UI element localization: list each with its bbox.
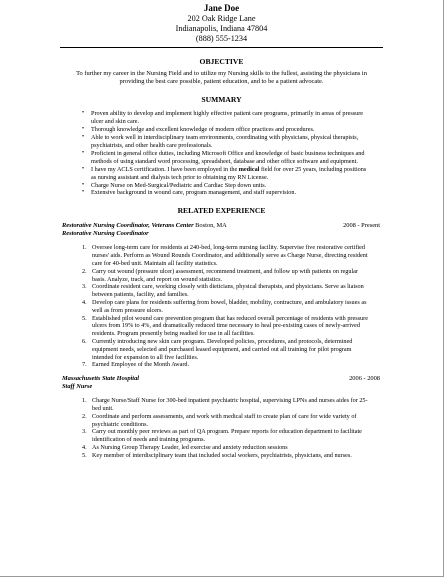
summary-item [82, 110, 368, 126]
bullet-icon: • [82, 189, 85, 196]
duty-number: 5. [82, 314, 87, 322]
duty-text: As Nursing Group Therapy Leader, led exercise and anxiety reduction sessions [92, 443, 288, 451]
duty-text: Develop care plans for residents suffering from bowel, bladder, mobility, contracture, and ambulatory issues as well as from pressure ulcers. [92, 298, 367, 314]
summary-item [82, 134, 368, 150]
job-header-row [62, 375, 380, 383]
job-position: Restorative Nursing Coordinator [62, 230, 149, 238]
duty-item [82, 244, 372, 267]
summary-text: Extensive background in wound care, program management, and staff supervision. [91, 189, 297, 197]
duty-number: 2. [82, 412, 87, 420]
summary-item [82, 189, 368, 197]
duty-text: Oversee long-term care for residents at 240-bed, long-term nursing facility. Supervise five restorative certified nurses' aids. Perform as Wound Rounds Coordinator, and additionally serve as Charge Nurse, directing resident care for 40-bed unit. Maintain all facility statistics. [92, 244, 368, 267]
duty-item [82, 444, 372, 452]
duty-text: Established pilot wound care prevention program that has reduced overall percentage of residents with pressure ulcers from 19% to 4%, and dramatically reduced time necessary to heal pre-existing cases of newly-arrived residents. Program presently being readied for use in all facilities. [92, 314, 368, 338]
phone-number: (888) 555-1234 [195, 34, 248, 43]
summary-text: Proven ability to develop and implement highly effective patient care programs, primarily in areas of pressure ulcer and skin care. [91, 110, 364, 126]
job-location: Boston, MA [193, 222, 227, 230]
duty-number: 1. [82, 397, 87, 405]
duty-item [82, 397, 372, 413]
duty-item [82, 361, 372, 369]
job-employer: Restorative Nursing Coordinator, Veterans Center [62, 222, 194, 230]
duty-item [82, 299, 372, 315]
street-address: 202 Oak Ridge Lane [187, 14, 256, 23]
duty-number: 4. [82, 298, 87, 306]
bullet-icon: • [82, 149, 85, 156]
job-header-row [62, 222, 380, 230]
job-entry [62, 375, 380, 459]
summary-text: Able to work well in interdisciplinary team environments, coordinating with physicians, physical therapists, psychiatrists, and other health care professionals. [91, 134, 359, 150]
bullet-icon: • [82, 110, 85, 117]
duty-text: Carry out wound (pressure ulcer) assessment, recommend treatment, and follow up with patients on regular basis. Analyze, track, and report on wound statistics. [92, 267, 358, 283]
job-duties [62, 244, 372, 369]
duty-text: Earned Employee of the Month Award. [92, 361, 190, 369]
job-heading [62, 375, 139, 383]
applicant-name: Jane Doe [203, 3, 240, 13]
job-duties [62, 397, 372, 459]
duty-item [82, 315, 372, 338]
summary-list [0, 110, 368, 197]
duty-number: 3. [82, 283, 87, 291]
bullet-icon: • [82, 126, 85, 133]
summary-text: I have my ACLS certification. I have been employed in the [91, 165, 239, 173]
summary-emphasis: medical [238, 165, 260, 173]
job-heading [62, 222, 227, 230]
job-dates: 2008 - Present [343, 222, 380, 230]
summary-item [82, 166, 368, 182]
bullet-icon: • [82, 134, 85, 141]
duty-number: 7. [82, 361, 87, 369]
summary-text-continued: field for over 25 years, including positions as nursing assistant and dialysis tech prior to obtaining my RN License. [91, 165, 367, 181]
duty-number: 1. [82, 244, 87, 252]
duty-text: Carry out monthly peer reviews as part of QA program. Prepare reports for education department to facilitate identification of needs and training programs. [92, 428, 362, 444]
duty-item [82, 452, 372, 460]
duty-text: Coordinate and perform assessments, and work with medical staff to create plan of care for wide variety of psychiatric conditions. [92, 412, 357, 428]
duty-number: 2. [82, 267, 87, 275]
summary-item [82, 150, 368, 166]
summary-text: Proficient in general office duties, including Microsoft Office and knowledge of basic business techniques and methods of using standard word processing, spreadsheet, database and other office software and equipment. [91, 149, 365, 165]
job-entry [62, 222, 380, 369]
job-dates: 2006 - 2008 [349, 375, 380, 383]
summary-heading: SUMMARY [201, 95, 242, 105]
experience-list [0, 222, 443, 459]
header-divider [60, 47, 383, 48]
duty-item [82, 283, 372, 299]
duty-text: Coordinate resident care, working closely with dieticians, physical therapists, and physicians. Serve as liaison between patients, facility, and families. [92, 283, 364, 299]
duty-item [82, 338, 372, 361]
duty-number: 5. [82, 451, 87, 459]
objective-heading: OBJECTIVE [199, 57, 244, 66]
duty-item [82, 413, 372, 429]
duty-text: Charge Nurse/Staff Nurse for 300-bed inpatient psychiatric hospital, supervising LPNs and nurses aides for 25-bed unit. [92, 397, 368, 412]
objective-text: To further my career in the Nursing Field and to utilize my Nursing skills to the fullest, assisting the physicians in providing the best care possible, patient education, and to be a patient advocate. [76, 70, 367, 86]
duty-number: 3. [82, 428, 87, 436]
duty-text: Key member of interdisciplinary team that included social workers, psychiatrists, physicians, and nurses. [92, 451, 352, 459]
summary-text: Charge Nurse on Med-Surgical/Pediatric and Cardiac Step down units. [91, 181, 267, 189]
summary-item [82, 182, 368, 190]
summary-text: Thorough knowledge and excellent knowledge of modern office practices and procedures. [91, 126, 315, 134]
bullet-icon: • [82, 165, 85, 172]
resume-header [0, 0, 443, 44]
duty-item [82, 428, 372, 444]
duty-item [82, 268, 372, 284]
job-employer: Massachusetts State Hospital [62, 375, 140, 383]
bullet-icon: • [82, 181, 85, 188]
experience-heading: RELATED EXPERIENCE [177, 206, 266, 216]
duty-number: 4. [82, 443, 87, 451]
summary-item [82, 126, 368, 134]
city-state-zip: Indianapolis, Indiana 47804 [175, 24, 268, 33]
job-position: Staff Nurse [62, 383, 93, 391]
duty-text: Currently introducing new skin care program. Developed policies, procedures, and protocols, determined equipment needs, selected and purchased leased equipment, and carried out all training for pilot program intended for expansion to all five facilities. [92, 337, 353, 361]
duty-number: 6. [82, 337, 87, 345]
